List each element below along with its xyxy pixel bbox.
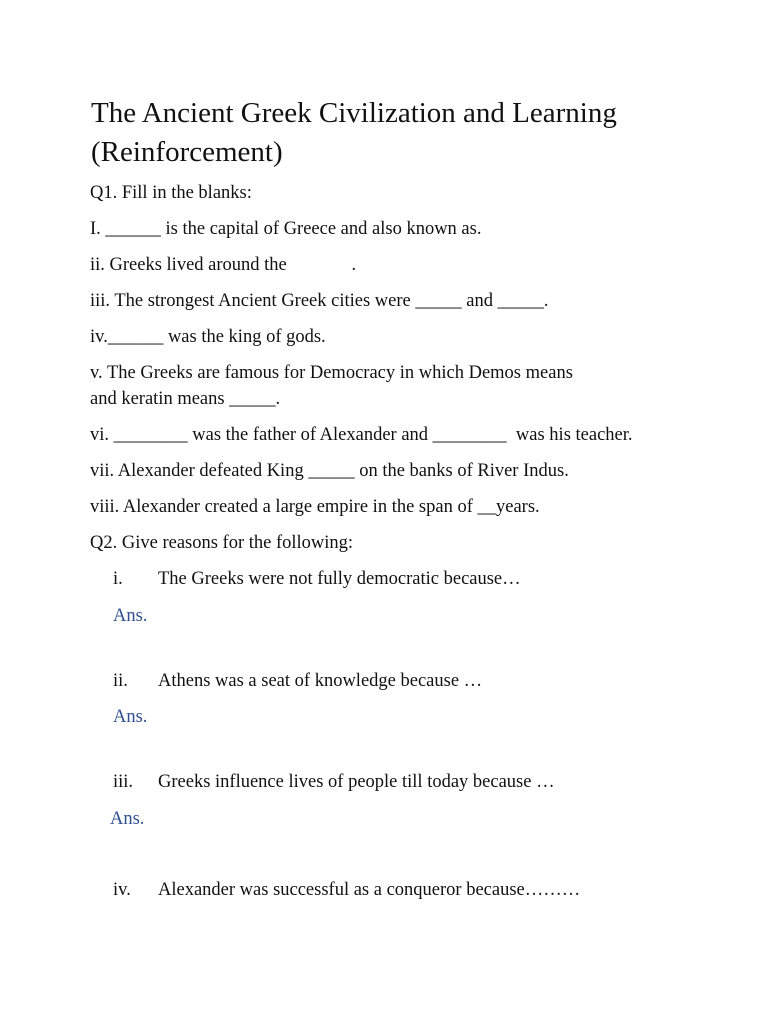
q2-item-2-number: ii. [113, 671, 128, 691]
q2-item-4 [113, 878, 580, 902]
q2-item-1-text: The Greeks were not fully democratic because… [158, 569, 521, 589]
q2-item-4-text: Alexander was successful as a conqueror because……… [158, 880, 581, 900]
q2-item-3-text: Greeks influence lives of people till today because … [158, 772, 555, 792]
title-line-2: (Reinforcement) [91, 136, 283, 168]
q1-item-7: vii. Alexander defeated King _____ on the banks of River Indus. [90, 461, 569, 481]
q2-item-2-text: Athens was a seat of knowledge because … [158, 671, 483, 691]
q2-item-1 [113, 567, 521, 591]
q1-item-1: I. ______ is the capital of Greece and also known as. [90, 219, 482, 239]
q2-item-2-answer-label: Ans. [113, 707, 148, 727]
q1-item-3: iii. The strongest Ancient Greek cities were _____ and _____. [90, 291, 549, 311]
q1-item-5-line-1: v. The Greeks are famous for Democracy in which Demos means [90, 363, 573, 383]
q1-item-4: iv.______ was the king of gods. [90, 327, 326, 347]
q1-item-2: ii. Greeks lived around the . [90, 255, 357, 275]
q1-item-5-line-2: and keratin means _____. [90, 389, 281, 409]
title-line-1: The Ancient Greek Civilization and Learning [91, 97, 617, 129]
q1-item-8: viii. Alexander created a large empire in the span of __years. [90, 497, 540, 517]
q2-heading: Q2. Give reasons for the following: [90, 533, 354, 553]
q2-item-4-number: iv. [113, 880, 131, 900]
q2-item-3-answer-label: Ans. [110, 809, 145, 829]
q1-item-6: vi. ________ was the father of Alexander and ________ was his teacher. [90, 425, 633, 445]
q1-heading: Q1. Fill in the blanks: [90, 183, 252, 203]
page-title [91, 94, 731, 172]
q2-item-3 [113, 770, 555, 794]
q2-item-3-number: iii. [113, 772, 134, 792]
q2-item-1-answer-label: Ans. [113, 606, 148, 626]
q2-item-1-number: i. [113, 569, 123, 589]
q2-item-2 [113, 669, 482, 693]
